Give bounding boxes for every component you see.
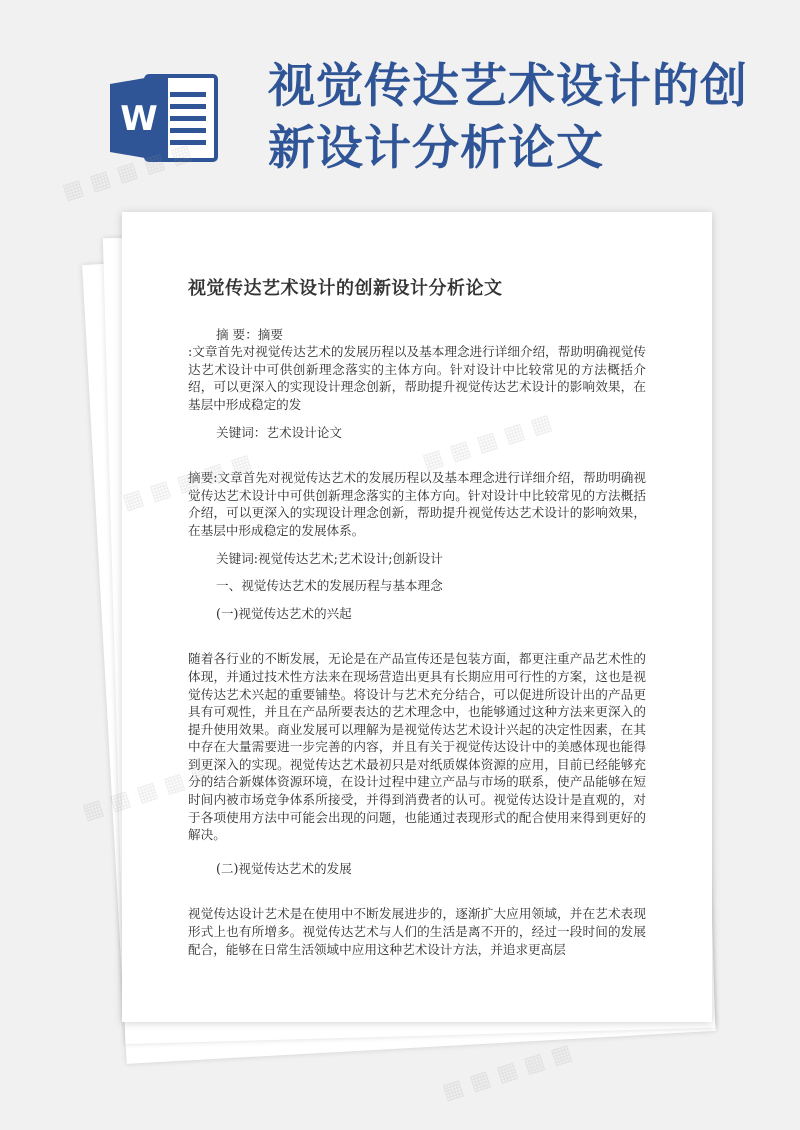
document-page [122,212,712,1022]
watermark: ▦ ▦ ▦ ▦ ▦ [439,1039,576,1106]
body-paragraph: 随着各行业的不断发展，无论是在产品宣传还是包装方面，都更注重产品艺术性的体现，并通过技术性方法来在现场营造出更具有长期应用可行性的方案，这也是视觉传达艺术兴起的重要铺垫。将设计与艺术充分结合，可以促进所设计出的产品更具有可观性，并且在产品所要表达的艺术理念中，也能够通过这种方法来更深入的提升使用效果。商业发展可以理解为是视觉传达艺术设计兴起的决定性因素，在其中存在大量需要进一步完善的内容，并且有关于视觉传达设计中的美感体现也能得到更深入的实现。视觉传达艺术最初只是对纸质媒体资源的应用，目前已经能够充分的结合新媒体资源环境，在设计过程中建立产品与市场的联系，使产品能够在短时间内被市场竞争体系所接受，并得到消费者的认可。视觉传达设计是直观的，对于各项使用方法中可能会出现的问题，也能通过表现形式的配合使用来得到更好的解决。 [188,651,646,843]
word-logo-letter: W [120,99,158,139]
subsection-heading: (一)视觉传达艺术的兴起 [216,605,352,621]
abstract-paragraph: 摘要:文章首先对视觉传达艺术的发展历程以及基本理念进行详细介绍，帮助明确视觉传达艺术设计中可供创新理念落实的主体方向。针对设计中比较常见的方法概括介绍，可以更深入的实现设计理念创新，帮助提升视觉传达艺术设计的影响效果，在基层中形成稳定的发展体系。 [188,470,646,538]
word-document-icon [108,70,220,166]
abstract-label: 摘 要：摘要 [216,326,283,342]
watermark: ▦ ▦ ▦ ▦ ▦ [59,139,196,206]
document-body [188,280,646,958]
abstract-text: :文章首先对视觉传达艺术的发展历程以及基本理念进行详细介绍，帮助明确视觉传达艺术设计中可供创新理念落实的主体方向。针对设计中比较常见的方法概括介绍，可以更深入的实现设计理念创新，帮助提升视觉传达艺术设计的影响效果，在基层中形成稳定的发 [188,344,646,412]
keywords-line: 关键词：艺术设计论文 [216,424,342,440]
watermark: ▦ [79,794,107,826]
document-title: 视觉传达艺术设计的创新设计分析论文 [188,278,503,299]
page-title: 视觉传达艺术设计的创新设计分析论文 [268,59,748,176]
body-paragraph-2: 视觉传达设计艺术是在使用中不断发展进步的，逐渐扩大应用领域，并在艺术表现形式上也有所增多。视觉传达艺术与人们的生活是离不开的，经过一段时间的发展配合，能够在日常生活领域中应用这种艺术设计方法，并追求更高层 [188,906,646,957]
page-header [0,0,800,200]
section-heading: 一、视觉传达艺术的发展历程与基本理念 [216,578,443,594]
keywords-line-2: 关键词:视觉传达艺术;艺术设计;创新设计 [216,550,443,566]
subsection-heading-2: (二)视觉传达艺术的发展 [216,860,352,876]
